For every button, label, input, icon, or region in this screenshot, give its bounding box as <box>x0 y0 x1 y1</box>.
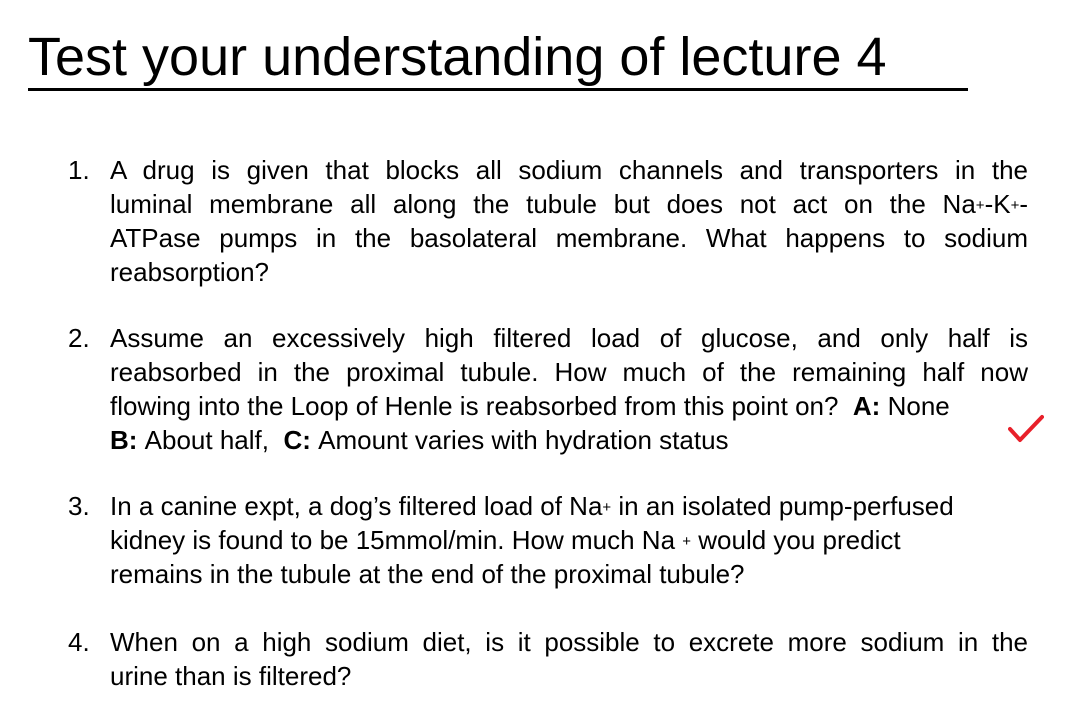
title-underline <box>28 88 968 91</box>
superscript-plus: + <box>602 499 612 516</box>
question-text <box>110 489 1028 591</box>
checkmark-icon <box>1008 414 1044 444</box>
question-number: 1. <box>68 155 90 185</box>
question-number: 4. <box>68 627 90 657</box>
question-line-part: flowing into the Loop of Henle is reabsorbed from this point on? <box>110 391 839 421</box>
superscript-plus: + <box>682 533 692 550</box>
superscript-plus: + <box>1010 197 1020 214</box>
question-line <box>110 489 1028 523</box>
superscript-plus: + <box>975 197 985 214</box>
question-line-part: In a canine expt, a dog’s filtered load of Na <box>110 491 603 521</box>
page-title: Test your understanding of lecture 4 <box>28 27 887 87</box>
question-line: When on a high sodium diet, is it possible to excrete more sodium in the <box>110 627 1028 657</box>
question-line: ATPase pumps in the basolateral membrane. What happens to sodium <box>110 223 1028 253</box>
question-line: reabsorption? <box>110 257 269 287</box>
question-line: A drug is given that blocks all sodium channels and transporters in the <box>110 155 1028 185</box>
question-line: Assume an excessively high filtered load of glucose, and only half is <box>110 323 1028 353</box>
option-c-text: Amount varies with hydration status <box>318 425 729 455</box>
question-line-part: kidney is found to be 15mmol/min. How much Na <box>110 525 676 555</box>
option-a-text: None <box>887 391 950 421</box>
question-line-part: luminal membrane all along the tubule but does not act on the Na <box>110 189 976 219</box>
question-text <box>110 321 1028 457</box>
question-line <box>110 423 1028 457</box>
question-line-part: -K <box>984 189 1011 219</box>
option-a-label: A: <box>852 391 881 421</box>
question-line <box>110 389 1028 423</box>
question-text <box>110 625 1028 693</box>
question-line-part: in an isolated pump-perfused <box>611 491 954 521</box>
option-c-label: C: <box>283 425 311 455</box>
question-line: remains in the tubule at the end of the proximal tubule? <box>110 559 745 589</box>
question-text <box>110 153 1028 289</box>
question-number: 3. <box>68 491 90 521</box>
question-line: urine than is filtered? <box>110 661 352 691</box>
option-b-text: About half, <box>144 425 269 455</box>
option-b-label: B: <box>110 425 138 455</box>
question-line-part: - <box>1019 189 1028 219</box>
question-number: 2. <box>68 323 90 353</box>
question-line: reabsorbed in the proximal tubule. How much of the remaining half now <box>110 357 1028 387</box>
question-line-part: would you predict <box>691 525 901 555</box>
question-line <box>110 187 1028 221</box>
question-line <box>110 523 1028 557</box>
